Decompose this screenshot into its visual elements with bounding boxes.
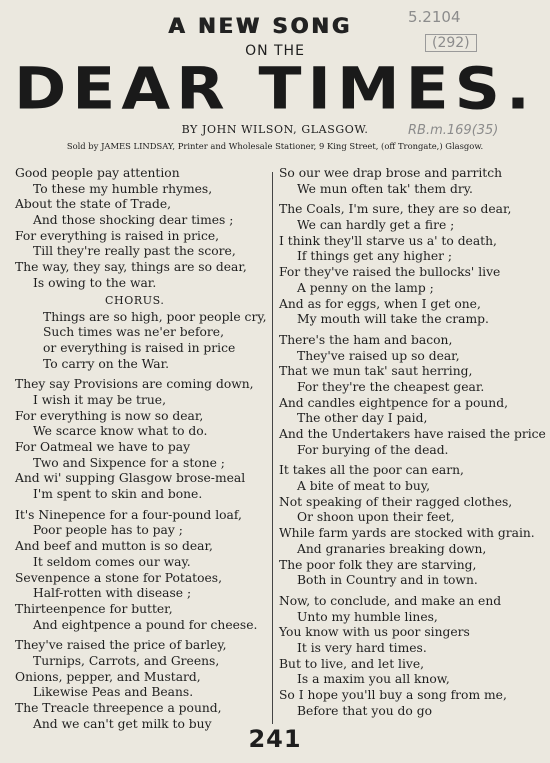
chorus-label: CHORUS. <box>105 293 165 307</box>
verse-line: Both in Country and in town. <box>297 573 478 588</box>
verse-line: If things get any higher ; <box>297 249 453 264</box>
verse-line: Things are so high, poor people cry, <box>43 309 267 324</box>
shelfmark-top: 5.2104 <box>408 8 461 26</box>
verse-line: And beef and mutton is so dear, <box>15 539 213 554</box>
verse-line: So I hope you'll buy a song from me, <box>279 688 507 702</box>
verse-line: They say Provisions are coming down, <box>15 377 254 392</box>
imprint-line: Sold by JAMES LINDSAY, Printer and Wholesale Stationer, 9 King Street, (off Trongate,) Glasgow. <box>66 141 484 151</box>
verse-line: So our wee drap brose and parritch <box>279 166 503 180</box>
verse-line: That we mun tak' saut herring, <box>279 364 473 379</box>
verse-line: About the state of Trade, <box>15 197 172 212</box>
verse-line: And those shocking dear times ; <box>33 213 234 228</box>
verse-line: Before that you do go <box>297 703 433 718</box>
verse-line: And wi' supping Glasgow brose-meal <box>15 471 246 486</box>
song-column-left <box>15 166 273 732</box>
verse-line: We scarce know what to do. <box>33 424 208 439</box>
verse-line: My mouth will take the cramp. <box>297 312 489 327</box>
verse-line: or everything is raised in price <box>43 340 236 355</box>
verse-line: Thirteenpence for butter, <box>15 601 173 616</box>
song-column-right <box>279 166 547 719</box>
shelfmark-box: (292) <box>425 34 477 52</box>
verse-line: The Coals, I'm sure, they are so dear, <box>279 202 512 217</box>
verse-line: The Treacle threepence a pound, <box>15 701 222 715</box>
verse-line: It seldom comes our way. <box>33 554 191 569</box>
verse-line: For they're the cheapest gear. <box>297 379 485 394</box>
verse-line: Not speaking of their ragged clothes, <box>279 494 513 509</box>
verse-line: Onions, pepper, and Mustard, <box>15 669 201 684</box>
verse-line: Is owing to the war. <box>33 275 157 290</box>
verse-line: For everything is raised in price, <box>15 228 220 243</box>
verse-line: Likewise Peas and Beans. <box>33 685 194 700</box>
verse-line: The way, they say, things are so dear, <box>15 260 247 275</box>
verse-line: And the Undertakers have raised the price <box>279 427 546 441</box>
verse-line: For Oatmeal we have to pay <box>15 440 191 454</box>
verse-line: Or shoon upon their feet, <box>297 510 455 525</box>
verse-line: They've raised the price of barley, <box>15 638 227 653</box>
page-number: 241 <box>248 725 302 753</box>
verse-line: Two and Sixpence for a stone ; <box>33 455 225 470</box>
verse-line: Poor people has to pay ; <box>33 523 183 538</box>
verse-line: Till they're really past the score, <box>33 244 236 259</box>
verse-line: Turnips, Carrots, and Greens, <box>33 653 220 668</box>
verse-line: A bite of meat to buy, <box>297 479 430 494</box>
verse-line: For burying of the dead. <box>297 442 449 457</box>
verse-line: Such times was ne'er before, <box>43 325 224 340</box>
verse-line: To these my humble rhymes, <box>33 181 213 196</box>
verse-line: And candles eightpence for a pound, <box>279 395 508 410</box>
verse-line: It is very hard times. <box>297 640 427 655</box>
verse-line: We mun often tak' them dry. <box>297 181 473 196</box>
verse-line: Is a maxim you all know, <box>297 672 450 687</box>
verse-line: We can hardly get a fire ; <box>297 218 455 233</box>
verse-line: The poor folk they are starving, <box>279 557 477 572</box>
shelfmark-side: RB.m.169(35) <box>408 123 499 138</box>
verse-line: I wish it may be true, <box>33 392 166 407</box>
author-byline: BY JOHN WILSON, GLASGOW. <box>181 123 369 136</box>
verse-line: You know with us poor singers <box>279 625 470 640</box>
verse-line: It takes all the poor can earn, <box>279 463 464 478</box>
verse-line: For everything is now so dear, <box>15 408 204 423</box>
verse-line: Good people pay attention <box>15 166 180 180</box>
title-line-2: ON THE <box>245 43 305 59</box>
verse-line: And as for eggs, when I get one, <box>279 296 481 311</box>
verse-line: There's the ham and bacon, <box>279 332 453 347</box>
title-line-1: A NEW SONG <box>168 14 352 38</box>
verse-line: It's Ninepence for a four-pound loaf, <box>15 507 242 522</box>
verse-line: I'm spent to skin and bone. <box>33 487 203 502</box>
verse-line: The other day I paid, <box>297 411 428 426</box>
verse-line: Half-rotten with disease ; <box>33 586 192 601</box>
verse-line: A penny on the lamp ; <box>297 280 434 295</box>
verse-line: And eightpence a pound for cheese. <box>33 617 258 632</box>
verse-line: To carry on the War. <box>43 356 170 371</box>
verse-line: Now, to conclude, and make an end <box>279 593 502 608</box>
verse-line: They've raised up so dear, <box>297 348 460 363</box>
verse-line: For they've raised the bullocks' live <box>279 265 501 280</box>
verse-line: While farm yards are stocked with grain. <box>279 526 535 541</box>
verse-line: Unto my humble lines, <box>297 609 438 624</box>
verse-line: And granaries breaking down, <box>297 541 487 556</box>
verse-line: But to live, and let live, <box>279 656 425 671</box>
verse-line: I think they'll starve us a' to death, <box>279 233 497 248</box>
verse-line: And we can't get milk to buy <box>33 716 212 731</box>
page-title: DEAR TIMES. <box>14 54 536 123</box>
verse-line: Sevenpence a stone for Potatoes, <box>15 570 223 585</box>
